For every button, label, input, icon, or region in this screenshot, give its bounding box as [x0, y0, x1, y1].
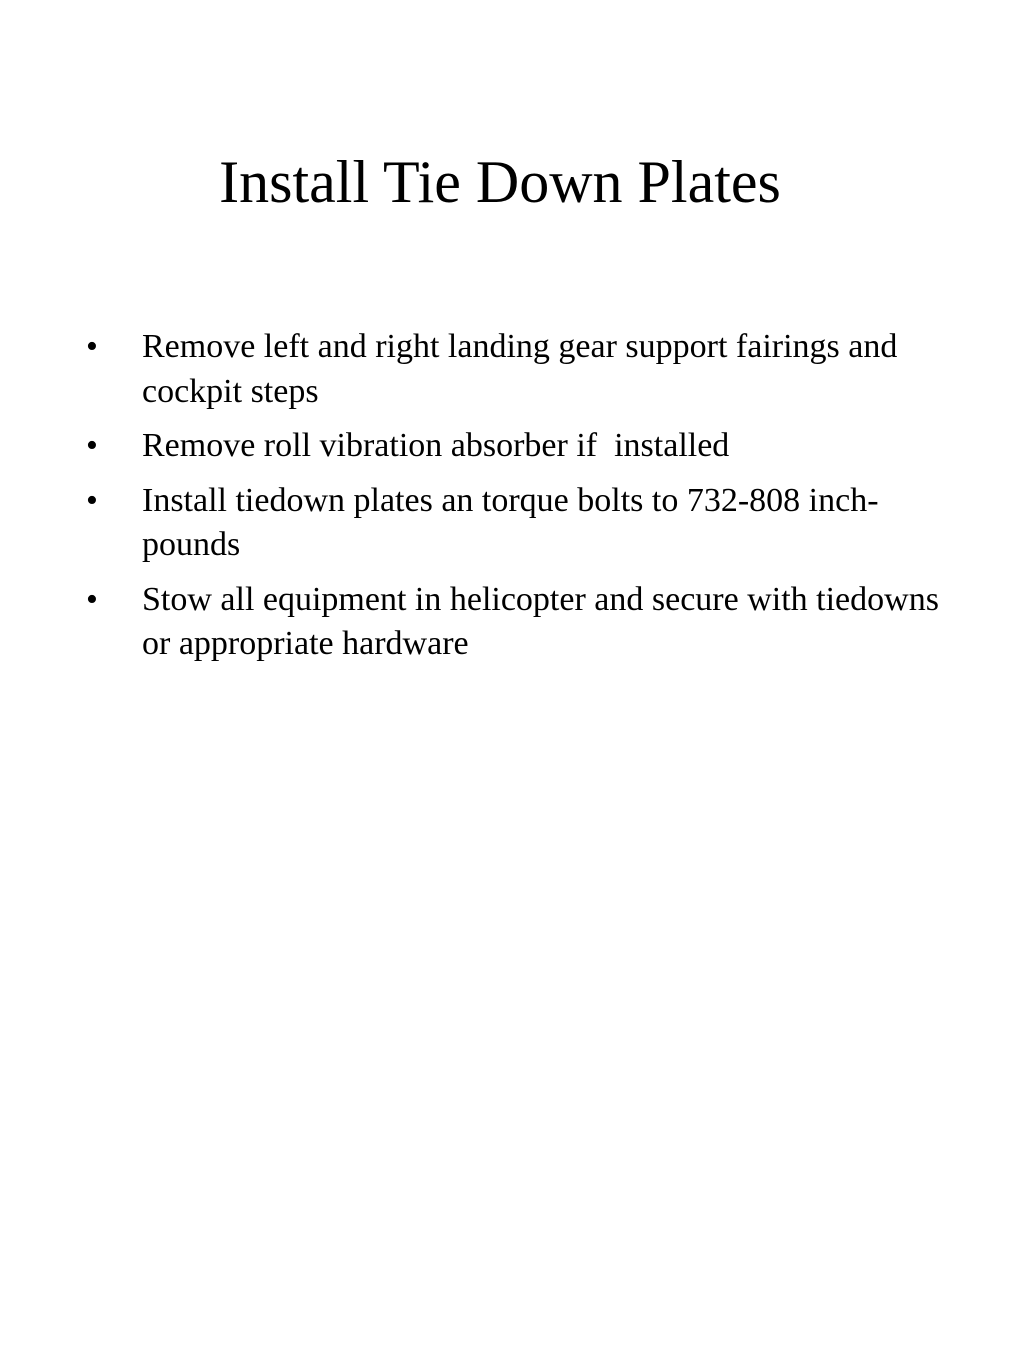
bullet-list — [86, 325, 946, 677]
slide-title: Install Tie Down Plates — [219, 149, 781, 215]
bullet-text: Remove roll vibration absorber if installed — [142, 427, 730, 464]
bullet-item — [86, 424, 946, 469]
bullet-text: Remove left and right landing gear support fairings and cockpit steps — [142, 328, 898, 410]
bullet-item — [86, 325, 946, 414]
bullet-point-icon: • — [86, 328, 98, 365]
bullet-item — [86, 479, 946, 568]
bullet-point-icon: • — [86, 427, 98, 464]
bullet-text: Install tiedown plates an torque bolts to 732-808 inch-pounds — [142, 481, 879, 563]
bullet-item — [86, 578, 946, 667]
bullet-point-icon: • — [86, 580, 98, 618]
bullet-text: Stow all equipment in helicopter and secure with tiedowns or appropriate hardware — [142, 580, 939, 662]
bullet-point-icon: • — [86, 481, 98, 519]
